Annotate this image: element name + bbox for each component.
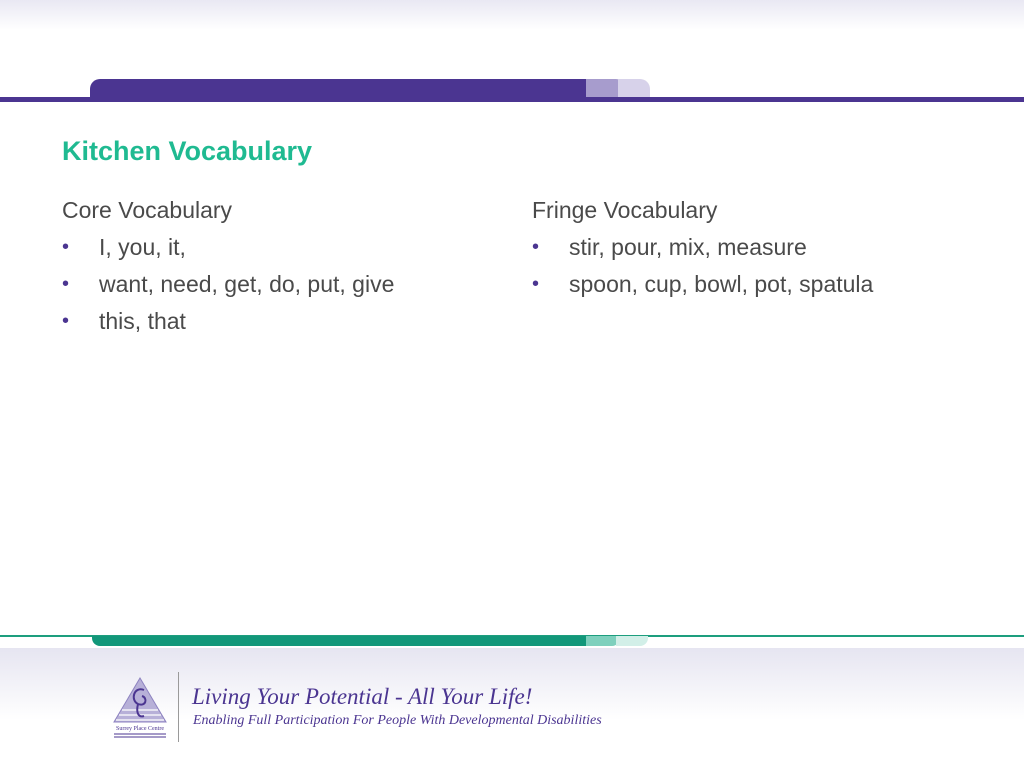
- fringe-vocabulary-column: [532, 194, 873, 305]
- header-tab-accent-light: [618, 79, 650, 99]
- bullet-icon: •: [62, 310, 70, 332]
- slide-title: Kitchen Vocabulary: [62, 136, 313, 166]
- logo-caption: Surrey Place Centre: [116, 726, 164, 732]
- bullet-icon: •: [532, 236, 540, 258]
- fringe-vocabulary-heading: Fringe Vocabulary: [532, 197, 718, 223]
- list-item: [532, 268, 873, 305]
- list-item: [62, 268, 394, 305]
- surrey-place-logo-icon: [108, 676, 172, 740]
- bullet-icon: •: [62, 236, 70, 258]
- footer-subtagline: Enabling Full Participation For People With Developmental Disabilities: [193, 713, 602, 728]
- core-vocabulary-column: [62, 194, 394, 342]
- fringe-vocabulary-list: [532, 231, 873, 305]
- list-item-text: I, you, it,: [99, 234, 186, 260]
- list-item-text: this, that: [99, 308, 186, 334]
- core-vocabulary-list: [62, 231, 394, 342]
- footer-tagline: Living Your Potential - All Your Life!: [192, 684, 533, 709]
- footer-tab-accent-light: [616, 636, 648, 646]
- list-item-text: want, need, get, do, put, give: [99, 271, 395, 297]
- bullet-icon: •: [532, 273, 540, 295]
- header-rule: [0, 97, 1024, 102]
- footer-divider: [178, 672, 179, 742]
- list-item: [532, 231, 873, 268]
- list-item: [62, 305, 394, 342]
- list-item-text: stir, pour, mix, measure: [569, 234, 807, 260]
- footer-tab-accent: [586, 636, 620, 646]
- top-shade: [0, 0, 1024, 30]
- core-vocabulary-heading: Core Vocabulary: [62, 197, 233, 223]
- bullet-icon: •: [62, 273, 70, 295]
- list-item: [62, 231, 394, 268]
- footer-bar: [92, 636, 590, 646]
- list-item-text: spoon, cup, bowl, pot, spatula: [569, 271, 874, 297]
